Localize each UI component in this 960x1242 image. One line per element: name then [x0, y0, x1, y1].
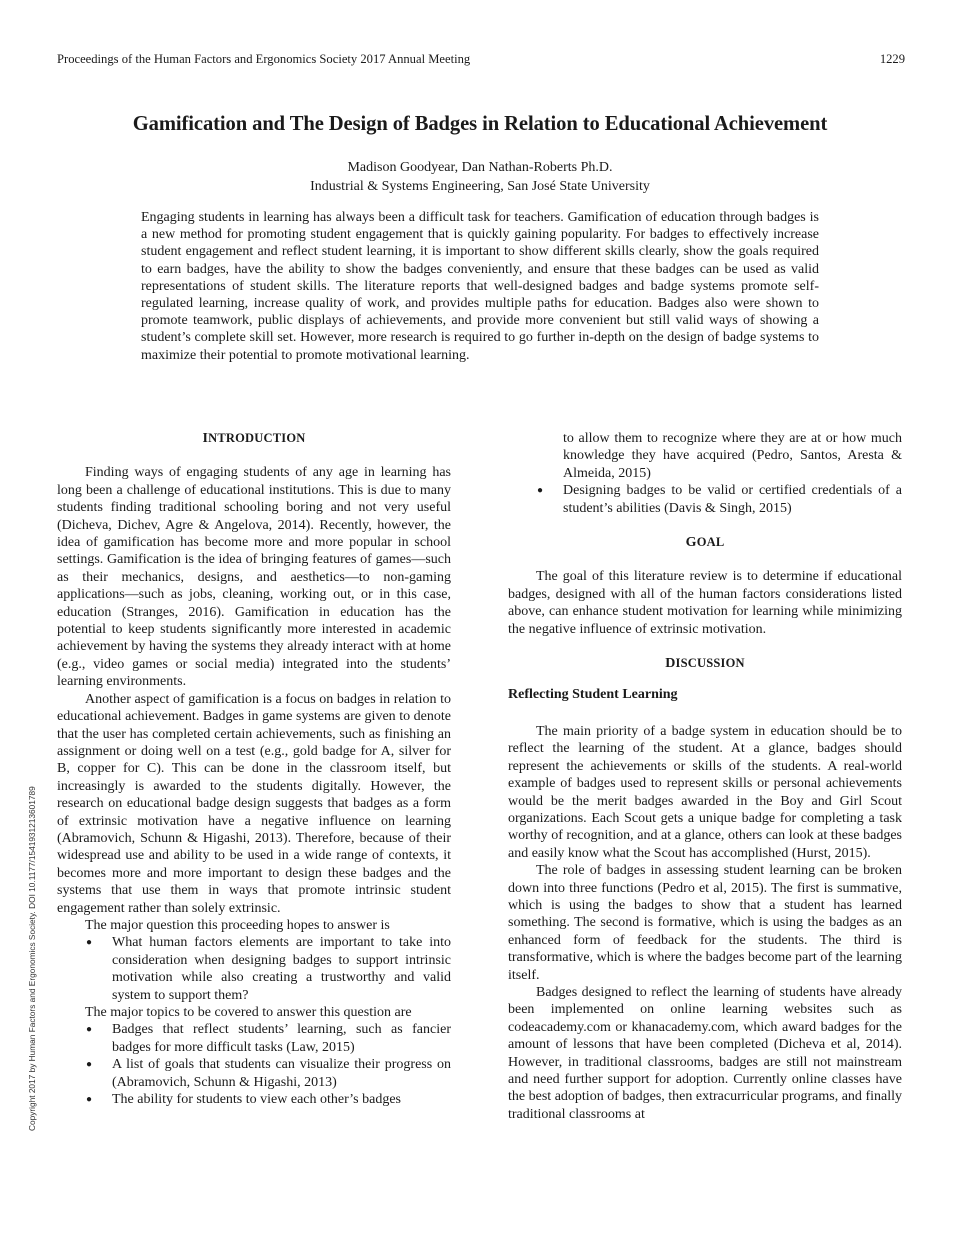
question-lead: The major question this proceeding hopes to answer is [85, 917, 390, 933]
subsection-heading: Reflecting Student Learning [508, 687, 678, 703]
discussion-paragraph-3: Badges designed to reflect the learning of students have already been implemented on online learning websites such as codeacademy.com or khanacademy.com, which award badges for the amount of lessons that have been completed (Dicheva et al, 2014). However, in traditional classrooms, badges are still not mainstream and need further support for adoption. Currently online classes have the best adoption of badges, then extracurricular programs, and finally traditional classrooms at [508, 984, 902, 1122]
intro-paragraph-2: Another aspect of gamification is a focus on badges in relation to educational achievement. Badges in game systems are given to denote that the user has completed certain achievements, such as finishing an assignment or doing well on a test (e.g., gold badge for A, silver for B, copper for C). This can be done in the classroom itself, but increasingly is awarded to the students digitally. However, the research on educational badge design suggests that badges as a form of extrinsic motivation have a negative influence on learning (Abramovich, Schunn & Higashi, 2013). Therefore, because of their widespread use and ability to be used in a wide range of contexts, it becomes more and more important to design these badges and the systems that use them in ways that promote intrinsic student engagement rather than solely extrinsic. [57, 691, 451, 916]
paper-title: Gamification and The Design of Badges in Relation to Educational Achievement [132, 113, 828, 135]
list-item: ● What human factors elements are important to take into consideration when designing badges to support intrinsic motivation while also creating a trustworthy and valid system to support them? [57, 934, 451, 1004]
affiliation: Industrial & Systems Engineering, San José State University [310, 179, 650, 194]
goal-paragraph: The goal of this literature review is to determine if educational badges, designed with all of the human factors considerations listed above, can enhance student motivation for learning while minimizing the negative influence of extrinsic motivation. [508, 569, 902, 637]
discussion-paragraph-1: The main priority of a badge system in education should be to reflect the learning of the student. At a glance, badges should represent the achievements or skills of the students. A real-world example of badges used to represent skills or personal achievements would be the merit badges awarded in the Boy and Girl Scout organizations. Each Scout gets a unique badge for completing a task worthy of recognition, and at a glance, others can look at these badges and easily know what the Scout has accomplished (Hurst, 2015). [508, 723, 902, 861]
proceedings-title: Proceedings of the Human Factors and Ergonomics Society 2017 Annual Meeting [57, 52, 471, 66]
topics-list-continued [508, 430, 902, 517]
section-heading-goal: GOAL [685, 535, 725, 551]
section-heading-discussion: DISCUSSION [665, 656, 745, 672]
list-item-continuation: to allow them to recognize where they are at or how much knowledge they have acquired (Pedro, Santos, Aresta & Almeida, 2015) [563, 431, 902, 481]
discussion-paragraph-2: The role of badges in assessing student learning can be broken down into three functions (Pedro et al, 2015). The first is summative, which is using the badges to show that a student has learned something. The second is formative, which is using the badges as an enhanced form of feedback for the students. The third is transformative, which is where the badges become part of the learning itself. [508, 863, 902, 983]
right-column [508, 430, 902, 1123]
page-number: 1229 [879, 52, 905, 66]
authors: Madison Goodyear, Dan Nathan-Roberts Ph.D. [347, 160, 613, 175]
list-item: ● Badges that reflect students’ learning, such as fancier badges for more difficult tasks (Law, 2015) [57, 1021, 451, 1056]
question-list [57, 934, 451, 1004]
copyright-notice: Copyright 2017 by Human Factors and Ergonomics Society. DOI 10.1177/1541931213601789 [27, 786, 37, 1131]
intro-paragraph-1: Finding ways of engaging students of any age in learning has long been a challenge of educational institutions. This is due to many students finding traditional schooling boring and not very useful (Dicheva, Dichev, Agre & Angelova, 2014). Recently, however, the idea of gamification has become more and more popular in school settings. Gamification is the idea of bringing features of games—such as their mechanics, designs, and aesthetics—to non-gaming applications—such as jobs, cleaning, working out, or in this case, education (Stranges, 2016). Gamification in education has the potential to keep students significantly more interested in academic achievement by having the systems they already interact with at home (e.g., video games or social media) integrated into the students’ learning environments. [57, 465, 451, 690]
running-header [57, 52, 905, 67]
section-heading-introduction: INTRODUCTION [202, 431, 306, 446]
abstract: Engaging students in learning has always been a difficult task for teachers. Gamification of education through badges is a new method for promoting student engagement that is quickly gaining popularity. For badges to effectively increase student engagement and reflect student learning, it is important to show different skills clearly, show the goals required to earn badges, have the ability to show the badges conveniently, and ensure that these badges can be used as valid representations of student skills. The literature reports that well-designed badges and badge systems promote self-regulated learning, increase quality of work, and provides multiple paths for education. Badges also were shown to promote teamwork, public displays of achievements, and provide more convenient but still valid ways of showing a student’s complete skill set. However, more research is required to go further in-depth on the design of badge systems to maximize their potential to promote motivational learning. [141, 210, 819, 363]
author-block [0, 158, 960, 196]
left-column [57, 430, 451, 1108]
list-item: ● A list of goals that students can visualize their progress on (Abramovich, Schunn & Higashi, 2013) [57, 1056, 451, 1091]
topics-lead: The major topics to be covered to answer this question are [85, 1005, 412, 1020]
list-item: ● Designing badges to be valid or certified credentials of a student’s abilities (Davis & Singh, 2015) [508, 482, 902, 517]
list-item: ● The ability for students to view each other’s badges [57, 1091, 451, 1108]
topics-list [57, 1021, 451, 1108]
